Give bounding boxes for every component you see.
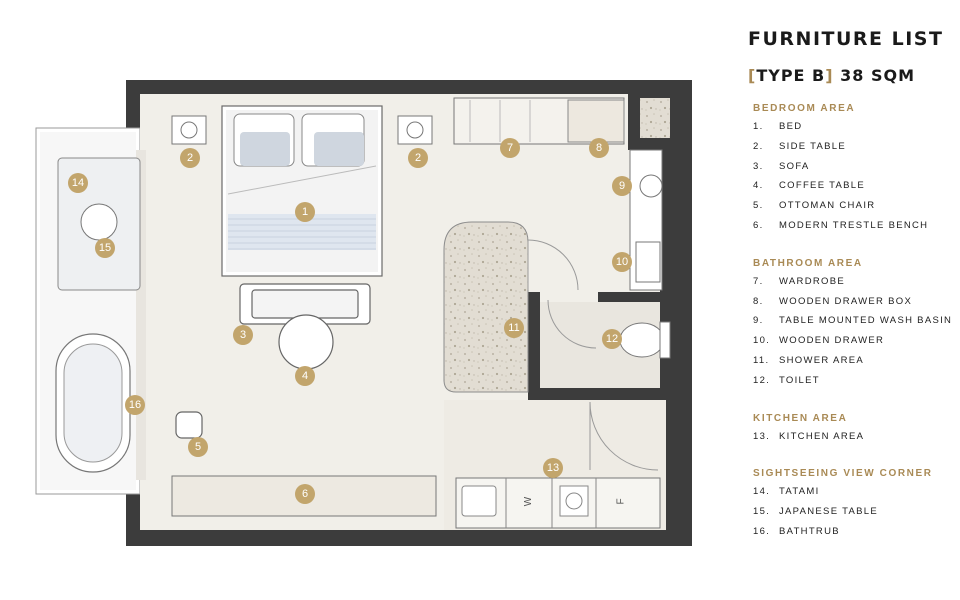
legend-item	[753, 375, 953, 395]
washer-label: W	[523, 496, 535, 507]
legend-item-label: TOILET	[779, 374, 820, 386]
legend-item-label: WARDROBE	[779, 275, 845, 287]
marker-2: 2	[180, 148, 200, 168]
marker-2: 2	[408, 148, 428, 168]
legend-item-number: 6.	[753, 219, 764, 231]
legend-item-number: 1.	[753, 121, 764, 132]
fridge-label: F	[615, 498, 627, 505]
legend-item	[753, 141, 953, 161]
legend-section-heading: BEDROOM AREA	[753, 103, 856, 114]
legend-item	[753, 200, 953, 220]
legend-item-label: TABLE MOUNTED WASH BASIN	[779, 315, 953, 327]
vanity	[630, 150, 662, 290]
legend-section	[748, 258, 953, 395]
legend-item	[753, 121, 953, 141]
legend-item-label: OTTOMAN CHAIR	[779, 200, 876, 212]
marker-1: 1	[295, 202, 315, 222]
marker-16: 16	[125, 395, 145, 415]
toilet	[620, 322, 670, 358]
marker-10: 10	[612, 252, 632, 272]
legend-item	[753, 296, 953, 316]
kitchen-counter	[456, 478, 660, 528]
legend-section-heading: SIGHTSEEING VIEW CORNER	[753, 468, 933, 480]
legend-item-label: COFFEE TABLE	[779, 180, 865, 192]
marker-8: 8	[589, 138, 609, 158]
legend-item-number: 10.	[753, 335, 771, 347]
marker-6: 6	[295, 484, 315, 504]
legend-item-label: SHOWER AREA	[779, 354, 865, 366]
legend-item-number: 16.	[753, 525, 771, 537]
bed	[222, 106, 382, 276]
marker-13: 13	[543, 458, 563, 478]
marker-7: 7	[500, 138, 520, 158]
legend-item	[753, 335, 953, 355]
legend-item	[753, 486, 953, 506]
legend-item-number: 13.	[753, 430, 771, 442]
marker-4: 4	[295, 366, 315, 386]
legend-item	[753, 220, 953, 240]
legend-item	[753, 506, 953, 526]
marker-11: 11	[504, 318, 524, 338]
legend-item	[753, 180, 953, 200]
legend-subtitle	[748, 66, 953, 85]
legend-item-number: 12.	[753, 374, 771, 386]
legend-item-label: MODERN TRESTLE BENCH	[779, 219, 929, 231]
furniture-legend	[748, 28, 953, 546]
legend-item	[753, 355, 953, 375]
legend-section	[748, 103, 953, 240]
shower-area	[444, 222, 528, 392]
legend-item	[753, 315, 953, 335]
legend-item-label: WOODEN DRAWER	[779, 335, 885, 347]
marker-14: 14	[68, 173, 88, 193]
legend-item-label: BED	[779, 121, 803, 132]
marker-12: 12	[602, 329, 622, 349]
legend-item-number: 15.	[753, 506, 771, 518]
marker-3: 3	[233, 325, 253, 345]
legend-item-number: 11.	[753, 354, 770, 366]
legend-item	[753, 276, 953, 296]
legend-section-heading: KITCHEN AREA	[753, 412, 848, 424]
legend-item-number: 14.	[753, 486, 771, 498]
bracket-close: ]	[825, 66, 834, 85]
legend-item-number: 5.	[753, 200, 764, 212]
legend-item-label: KITCHEN AREA	[779, 430, 865, 442]
legend-section	[748, 413, 953, 451]
legend-item-number: 9.	[753, 315, 764, 327]
legend-section	[748, 468, 953, 545]
legend-item-label: WOODEN DRAWER BOX	[779, 295, 913, 307]
legend-item-label: TATAMI	[779, 486, 820, 498]
marker-15: 15	[95, 238, 115, 258]
legend-item-label: SOFA	[779, 160, 810, 172]
legend-item	[753, 431, 953, 451]
legend-item-number: 3.	[753, 160, 764, 172]
marker-9: 9	[612, 176, 632, 196]
marker-5: 5	[188, 437, 208, 457]
bracket-open: [	[748, 66, 757, 85]
legend-sections	[748, 103, 953, 546]
legend-section-heading: BATHROOM AREA	[753, 257, 863, 269]
legend-item-number: 8.	[753, 295, 764, 307]
legend-item-number: 7.	[753, 275, 764, 287]
legend-title: FURNITURE LIST	[748, 28, 944, 50]
legend-item-number: 2.	[753, 140, 764, 152]
legend-item-label: SIDE TABLE	[779, 140, 847, 152]
unit-area: 38 SQM	[840, 66, 916, 85]
legend-item	[753, 526, 953, 546]
legend-item-label: JAPANESE TABLE	[779, 506, 878, 518]
legend-item-label: BATHTRUB	[779, 525, 840, 537]
legend-item-number: 4.	[753, 180, 764, 192]
unit-type: TYPE B	[756, 66, 826, 85]
legend-item	[753, 161, 953, 181]
